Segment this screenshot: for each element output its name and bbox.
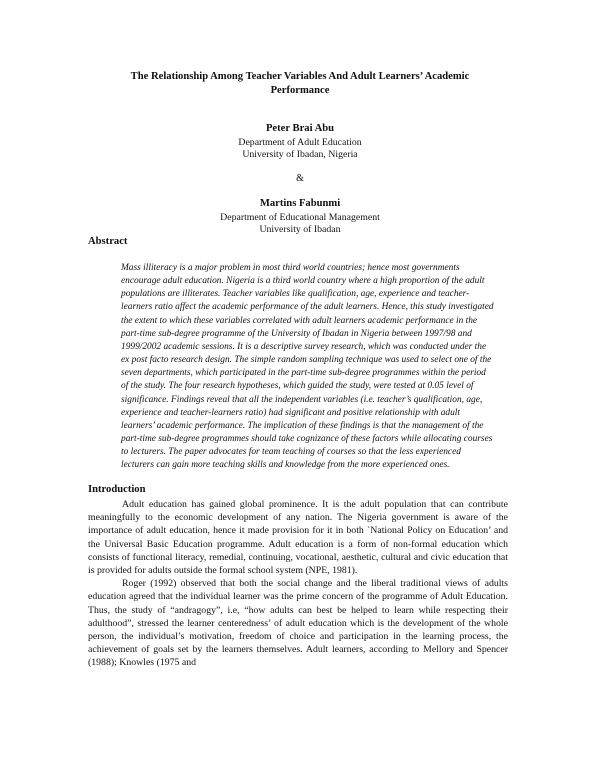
paragraph: Adult education has gained global prominence. It is the adult population that can contribute meaningfully to the economic development of any nation. The Nigeria government is aware of the importance of adult education, hence it made provision for it in both `National Policy on Education’ and the Universal Basic Education programme. Adult education is a form of non-formal education which consists of functional literacy, remedial, continuing, vocational, aesthetic, cultural and civic education that is provided for adults outside the formal school system (NPE, 1981). xyxy=(88,499,508,577)
author-department: Department of Educational Management xyxy=(220,212,380,223)
author-name: Martins Fabunmi xyxy=(259,198,341,209)
abstract-heading: Abstract xyxy=(88,236,128,247)
author-name: Peter Brai Abu xyxy=(265,123,335,134)
introduction-body xyxy=(88,498,508,670)
author-block-1 xyxy=(0,123,600,161)
author-department: Department of Adult Education xyxy=(238,137,362,148)
author-institution: University of Ibadan, Nigeria xyxy=(242,149,358,160)
paper-title: The Relationship Among Teacher Variables And Adult Learners’ Academic Performance xyxy=(130,71,470,96)
abstract-text: Mass illiteracy is a major problem in most third world countries; hence most governments encourage adult education. Nigeria is a third world country where a high proportion of the adult populations are illiterates. Teacher variables like qualification, age, experience and teacher-learners ratio affect the academic performance of the adult learners. Hence, this study investigated the extent to which these variables correlated with adult learners academic performance in the part-time sub-degree programme of the University of Ibadan in Nigeria between 1997/98 and 1999/2002 academic sessions. It is a descriptive survey research, which was conducted under the ex post facto research design. The simple random sampling technique was used to select one of the seven departments, which participated in the part-time sub-degree programmes within the period of the study. The four research hypotheses, which guided the study, were tested at 0.05 level of significance. Findings reveal that all the independent variables (i.e. teacher’s qualification, age, experience and teacher-learners ratio) had significant and positive relationship with adult learners’ academic performance. The implication of these findings is that the management of the part-time sub-degree programmes should take cognizance of these factors while allocating courses to lecturers. The paper advocates for team teaching of courses so that the less experienced lecturers can gain more teaching skills and knowledge from the more experienced ones. xyxy=(121,263,494,471)
author-separator: & xyxy=(296,173,304,184)
introduction-heading: Introduction xyxy=(88,484,146,495)
author-institution: University of Ibadan xyxy=(259,224,341,235)
paragraph: Roger (1992) observed that both the social change and the liberal traditional views of adults education agreed that the individual learner was the prime concern of the programme of Adult Education. Thus, the study of “andragogy”, i.e, “how adults can best be helped to learn while respecting their adulthood”, stressed the learner centeredness’ of adult education which is the development of the whole person, the individual’s motivation, freedom of choice and participation in the learning process, the achievement of goals set by the learners themselves. Adult learners, according to Mellory and Spencer (1988); Knowles (1975 and xyxy=(88,578,508,669)
author-block-2 xyxy=(0,198,600,236)
